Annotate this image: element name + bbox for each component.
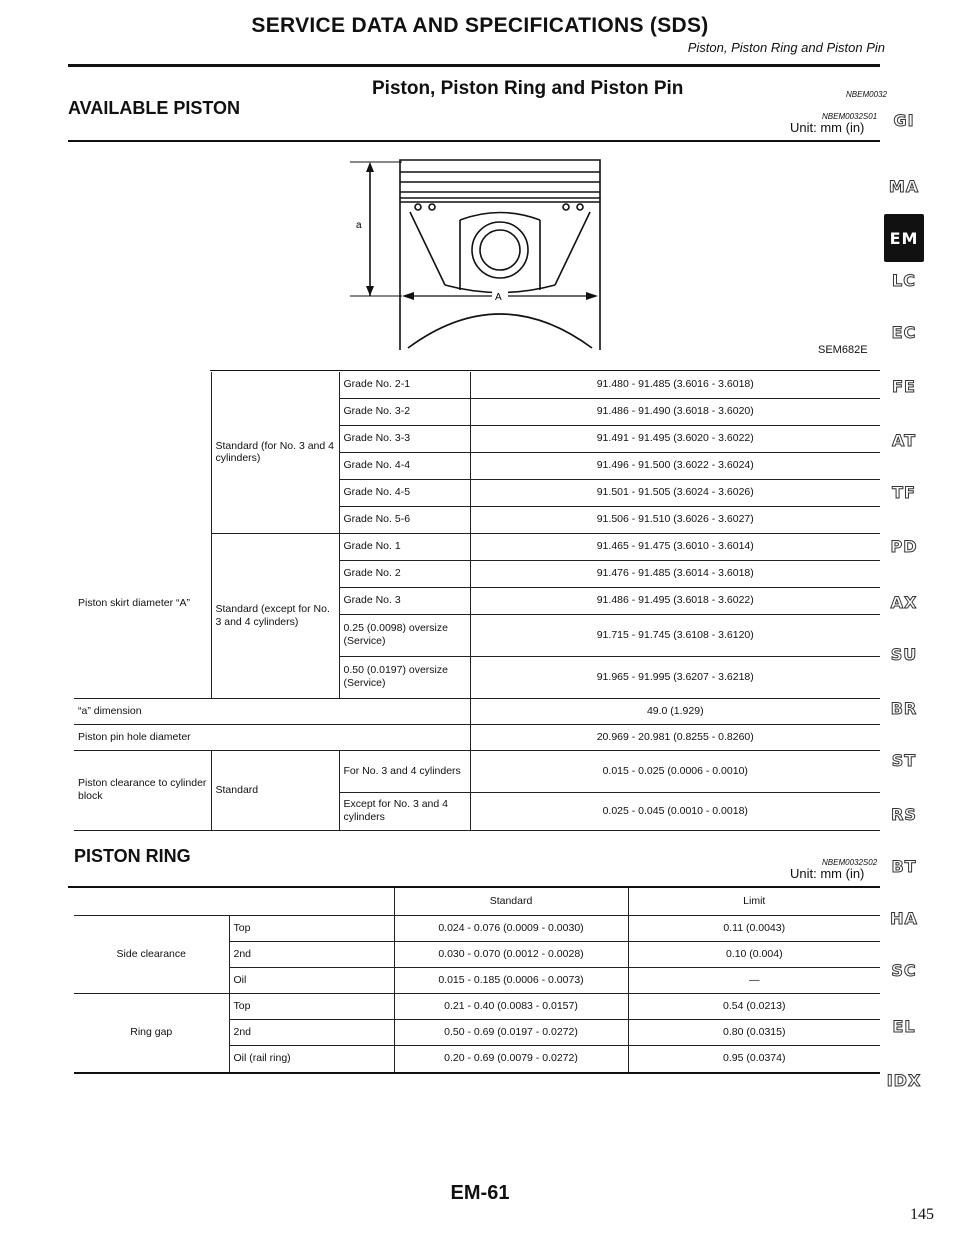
available-piston-rule: [68, 140, 880, 142]
ring-label: Oil: [229, 967, 394, 993]
clearance-34-value: 0.015 - 0.025 (0.0006 - 0.0010): [470, 750, 880, 792]
side-clearance-label: Side clearance: [74, 915, 229, 993]
ring-limit: —: [628, 967, 880, 993]
ring-standard: 0.024 - 0.076 (0.0009 - 0.0030): [394, 915, 628, 941]
side-tab-em[interactable]: EM: [884, 214, 924, 262]
figure-label-A: A: [495, 292, 502, 303]
grade-label: Grade No. 3-3: [339, 425, 470, 452]
side-tab-br[interactable]: BR: [890, 698, 918, 718]
page-header-title: SERVICE DATA AND SPECIFICATIONS (SDS): [251, 14, 709, 37]
ring-limit: 0.11 (0.0043): [628, 915, 880, 941]
ring-standard: 0.20 - 0.69 (0.0079 - 0.0272): [394, 1045, 628, 1073]
header-rule: [68, 64, 880, 67]
side-tab-ax[interactable]: AX: [890, 592, 918, 612]
oversize-value: 91.715 - 91.745 (3.6108 - 3.6120): [470, 614, 880, 656]
ring-label: Top: [229, 915, 394, 941]
ring-standard: 0.015 - 0.185 (0.0006 - 0.0073): [394, 967, 628, 993]
side-tab-fe[interactable]: FE: [892, 376, 916, 396]
ring-limit: 0.95 (0.0374): [628, 1045, 880, 1073]
side-tab-el[interactable]: EL: [892, 1016, 916, 1036]
available-piston-unit: Unit: mm (in): [790, 120, 865, 135]
figure-caption: SEM682E: [818, 344, 868, 356]
skirt-diameter-label: Piston skirt diameter “A”: [74, 372, 211, 698]
piston-ring-heading: PISTON RING: [74, 846, 191, 866]
pin-hole-value: 20.969 - 20.981 (0.8255 - 0.8260): [470, 724, 880, 750]
side-tab-tf[interactable]: TF: [892, 482, 916, 502]
grade-label: Grade No. 5-6: [339, 506, 470, 533]
grade-label: Grade No. 4-5: [339, 479, 470, 506]
ring-standard: 0.50 - 0.69 (0.0197 - 0.0272): [394, 1019, 628, 1045]
page-header-subtitle: Piston, Piston Ring and Piston Pin: [687, 40, 885, 55]
side-tab-sc[interactable]: SC: [891, 960, 917, 980]
piston-ring-unit: Unit: mm (in): [790, 866, 865, 881]
clearance-label: Piston clearance to cylinder block: [74, 750, 211, 830]
dimension-arrow-icon: [366, 162, 374, 172]
side-tab-at[interactable]: AT: [891, 430, 917, 450]
grade-label: Grade No. 3: [339, 587, 470, 614]
grade-value: 91.501 - 91.505 (3.6024 - 3.6026): [470, 479, 880, 506]
side-tab-rs[interactable]: RS: [891, 804, 917, 824]
side-tab-su[interactable]: SU: [890, 644, 918, 664]
a-dimension-label: “a” dimension: [74, 698, 470, 724]
side-tab-lc[interactable]: LC: [892, 270, 916, 290]
grade-value: 91.476 - 91.485 (3.6014 - 3.6018): [470, 560, 880, 587]
grade-value: 91.496 - 91.500 (3.6022 - 3.6024): [470, 452, 880, 479]
oversize-label: 0.25 (0.0098) oversize (Service): [339, 614, 470, 656]
std-34-label: Standard (for No. 3 and 4 cylinders): [211, 372, 339, 533]
folio-number: 145: [910, 1206, 934, 1223]
piston-ring-table: [74, 888, 880, 1074]
ring-standard: 0.21 - 0.40 (0.0083 - 0.0157): [394, 993, 628, 1019]
col-standard-header: Standard: [394, 888, 628, 915]
side-tab-ha[interactable]: HA: [890, 908, 918, 928]
oversize-label: 0.50 (0.0197) oversize (Service): [339, 656, 470, 698]
clearance-except-value: 0.025 - 0.045 (0.0010 - 0.0018): [470, 792, 880, 830]
ring-label: Top: [229, 993, 394, 1019]
ring-limit: 0.10 (0.004): [628, 941, 880, 967]
side-tab-ec[interactable]: EC: [891, 322, 917, 342]
grade-value: 91.480 - 91.485 (3.6016 - 3.6018): [470, 372, 880, 398]
table-top-rule: [210, 370, 880, 371]
side-tab-st[interactable]: ST: [891, 750, 917, 770]
available-piston-table: [74, 372, 880, 831]
ring-label: Oil (rail ring): [229, 1045, 394, 1073]
grade-value: 91.465 - 91.475 (3.6010 - 3.6014): [470, 533, 880, 560]
ring-limit: 0.80 (0.0315): [628, 1019, 880, 1045]
page-number: EM-61: [450, 1182, 510, 1204]
pin-hole-label: Piston pin hole diameter: [74, 724, 470, 750]
grade-value: 91.506 - 91.510 (3.6026 - 3.6027): [470, 506, 880, 533]
grade-label: Grade No. 1: [339, 533, 470, 560]
piston-ring-code: NBEM0032S02: [822, 858, 878, 867]
grade-value: 91.491 - 91.495 (3.6020 - 3.6022): [470, 425, 880, 452]
grade-value: 91.486 - 91.495 (3.6018 - 3.6022): [470, 587, 880, 614]
dimension-arrow-icon: [366, 286, 374, 296]
piston-figure: [330, 150, 620, 360]
ring-standard: 0.030 - 0.070 (0.0012 - 0.0028): [394, 941, 628, 967]
side-tab-pd[interactable]: PD: [890, 536, 918, 556]
ring-label: 2nd: [229, 1019, 394, 1045]
grade-label: Grade No. 3-2: [339, 398, 470, 425]
figure-label-a: a: [356, 220, 362, 231]
side-tab-bt[interactable]: BT: [891, 856, 917, 876]
side-tab-ma[interactable]: MA: [888, 176, 920, 196]
grade-label: Grade No. 4-4: [339, 452, 470, 479]
clearance-except-label: Except for No. 3 and 4 cylinders: [339, 792, 470, 830]
std-except-label: Standard (except for No. 3 and 4 cylinders): [211, 533, 339, 698]
section-title: Piston, Piston Ring and Piston Pin: [372, 78, 684, 99]
grade-value: 91.486 - 91.490 (3.6018 - 3.6020): [470, 398, 880, 425]
a-dimension-value: 49.0 (1.929): [470, 698, 880, 724]
clearance-34-label: For No. 3 and 4 cylinders: [339, 750, 470, 792]
side-tab-idx[interactable]: IDX: [886, 1070, 922, 1090]
col-limit-header: Limit: [628, 888, 880, 915]
side-tab-gi[interactable]: GI: [893, 110, 915, 130]
available-piston-heading: AVAILABLE PISTON: [68, 98, 241, 118]
section-code: NBEM0032: [846, 90, 887, 99]
grade-label: Grade No. 2-1: [339, 372, 470, 398]
clearance-standard: Standard: [211, 750, 339, 830]
grade-label: Grade No. 2: [339, 560, 470, 587]
ring-limit: 0.54 (0.0213): [628, 993, 880, 1019]
ring-label: 2nd: [229, 941, 394, 967]
dimension-arrow-icon: [402, 292, 414, 300]
ring-gap-label: Ring gap: [74, 993, 229, 1073]
available-piston-code: NBEM0032S01: [822, 112, 878, 121]
oversize-value: 91.965 - 91.995 (3.6207 - 3.6218): [470, 656, 880, 698]
dimension-arrow-icon: [586, 292, 598, 300]
